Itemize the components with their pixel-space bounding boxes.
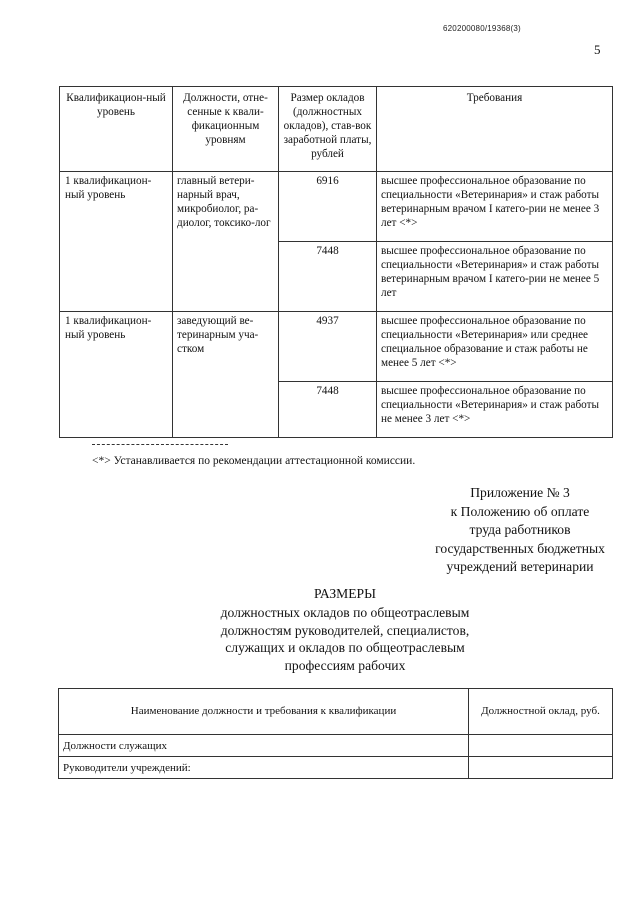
position-name-cell: Должности служащих: [59, 735, 469, 757]
appendix-line: Приложение № 3: [470, 485, 570, 500]
position-name-cell: Руководители учреждений:: [59, 757, 469, 779]
salary-cell: 6916: [279, 172, 377, 242]
table-row: [59, 735, 613, 757]
sizes-subtitle: [150, 604, 540, 674]
appendix-heading: [405, 484, 635, 577]
level-cell: 1 квалификацион-ный уровень: [60, 312, 173, 438]
salary-table: [58, 688, 613, 779]
appendix-line: государственных бюджетных: [435, 540, 605, 556]
requirement-cell: высшее профессиональное образование по специальности «Ветеринария» и стаж работы ветеринарным врачом I катего-рии не менее 3 лет <*>: [377, 172, 613, 242]
header-salary: Размер окладов (должностных окладов), став-вок заработной платы, рублей: [279, 87, 377, 172]
header-requirements: Требования: [377, 87, 613, 172]
header-position-name: Наименование должности и требования к квалификации: [59, 689, 469, 735]
page-number: 5: [594, 42, 601, 57]
sizes-subtitle-line: профессиям рабочих: [284, 657, 406, 673]
level-cell: 1 квалификацион-ный уровень: [60, 172, 173, 312]
sizes-subtitle-line: должностных окладов по общеотраслевым: [220, 605, 470, 620]
appendix-line: труда работников: [469, 522, 571, 538]
document-code: 620200080/19368(3): [443, 24, 521, 33]
positions-cell: заведующий ве-теринарным уча-стком: [173, 312, 279, 438]
header-positions: Должности, отне-сенные к квали-фикационным уровням: [173, 87, 279, 172]
requirement-cell: высшее профессиональное образование по специальности «Ветеринария» и стаж работы ветеринарным врачом I катего-рии не менее 5 лет: [377, 242, 613, 312]
salary-table-header: [59, 689, 613, 735]
requirement-cell: высшее профессиональное образование по специальности «Ветеринария» и стаж работы не менее 3 лет <*>: [377, 382, 613, 438]
requirement-cell: высшее профессиональное образование по специальности «Ветеринария» или среднее специальное образование и стаж работы не менее 5 лет <*>: [377, 312, 613, 382]
sizes-subtitle-line: служащих и окладов по общеотраслевым: [225, 640, 465, 656]
sizes-title: РАЗМЕРЫ: [314, 586, 376, 601]
appendix-line: к Положению об оплате: [450, 503, 590, 519]
salary-cell: 7448: [279, 242, 377, 312]
sizes-subtitle-line: должностям руководителей, специалистов,: [220, 622, 470, 638]
position-salary-cell: [469, 735, 613, 757]
footnote: <*> Устанавливается по рекомендации аттестационной комиссии.: [92, 455, 416, 467]
footnote-divider: [92, 444, 228, 445]
table-row: [60, 172, 613, 242]
salary-cell: 7448: [279, 382, 377, 438]
header-official-salary: Должностной оклад, руб.: [469, 689, 613, 735]
header-level: Квалификацион-ный уровень: [60, 87, 173, 172]
position-salary-cell: [469, 757, 613, 779]
positions-cell: главный ветери-нарный врач, микробиолог, ра-диолог, токсико-лог: [173, 172, 279, 312]
appendix-line: учреждений ветеринарии: [446, 559, 594, 575]
qualification-table: [59, 86, 613, 438]
table-row: [60, 312, 613, 382]
salary-cell: 4937: [279, 312, 377, 382]
qualification-table-header: [60, 87, 613, 172]
table-row: [59, 757, 613, 779]
